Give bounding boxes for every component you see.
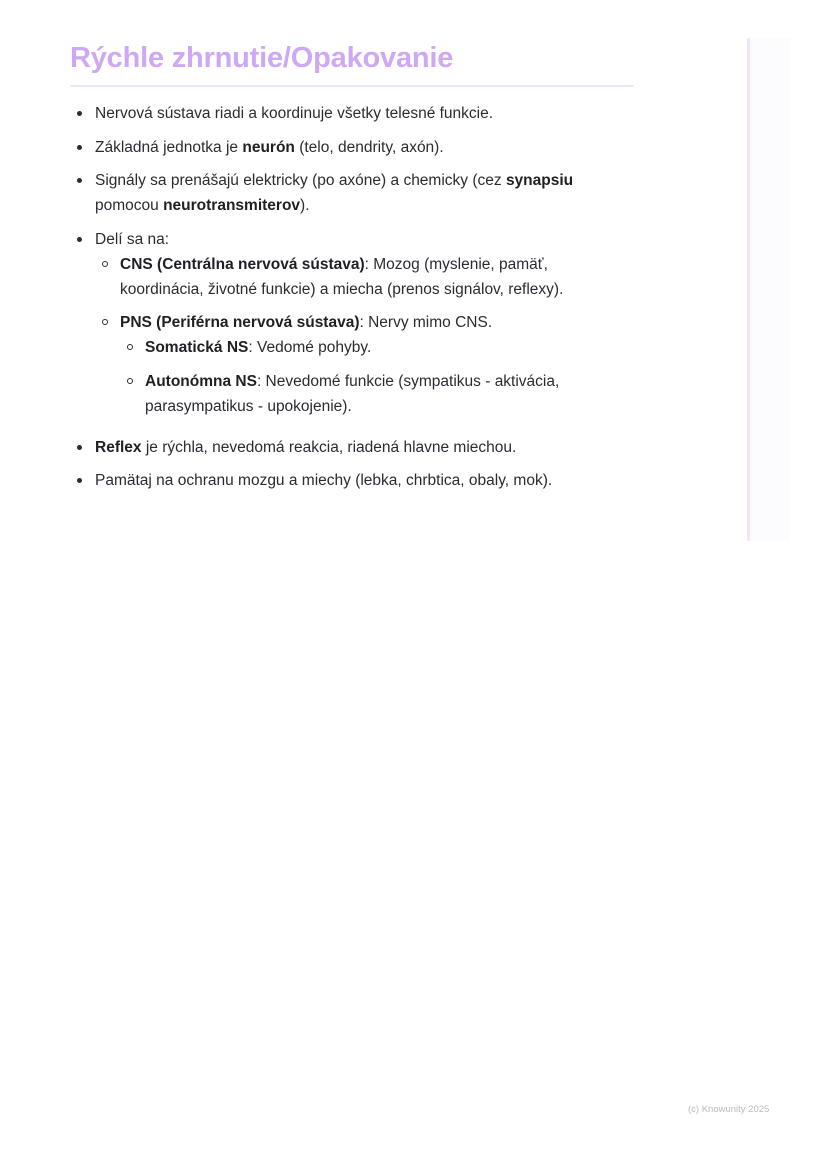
copyright-footer: (c) Knowunity 2025 (688, 1104, 770, 1115)
list-item: Reflex je rýchla, nevedomá reakcia, riadená hlavne miechou. (70, 435, 630, 460)
nested-list (95, 252, 630, 419)
title-divider (70, 85, 634, 87)
list-item: Základná jednotka je neurón (telo, dendrity, axón). (70, 135, 630, 160)
bold-term: PNS (Periférna nervová sústava) (120, 314, 360, 331)
summary-content (70, 101, 630, 502)
list-item: Pamätaj na ochranu mozgu a miechy (lebka, chrbtica, obaly, mok). (70, 468, 630, 493)
nested-list (120, 335, 630, 419)
nested-list-item: CNS (Centrálna nervová sústava): Mozog (myslenie, pamäť, koordinácia, životné funkcie) a miecha (prenos signálov, reflexy). (95, 252, 630, 302)
nested-list-item: Somatická NS: Vedomé pohyby. (120, 335, 630, 360)
bold-term: Somatická NS (145, 339, 249, 356)
side-panel (747, 38, 790, 541)
bold-term: Autonómna NS (145, 372, 257, 390)
bold-term: synapsiu (505, 172, 574, 189)
list-item: Signály sa prenášajú elektricky (po axóne) a chemicky (cez synapsiu pomocou neurotransmiterov). (70, 168, 630, 218)
page-title: Rýchle zhrnutie/Opakovanie (70, 42, 454, 74)
nested-list-item: PNS (Periférna nervová sústava): Nervy mimo CNS. Somatická NS: Vedomé pohyby. Autonómna NS: Nevedomé funkcie (sympatikus - aktivácia, parasympatikus - upokojenie). (95, 310, 630, 419)
list-item: Nervová sústava riadi a koordinuje všetky telesné funkcie. (70, 101, 630, 126)
bold-term: Reflex (95, 438, 142, 456)
bold-term: neurón (242, 138, 295, 156)
nested-list-item: Autonómna NS: Nevedomé funkcie (sympatikus - aktivácia, parasympatikus - upokojenie). (120, 369, 630, 419)
list-item: Delí sa na: CNS (Centrálna nervová sústava): Mozog (myslenie, pamäť, koordinácia, životné funkcie) a miecha (prenos signálov, reflexy). PNS (Periférna nervová sústava): Nervy mimo CNS. Somatická NS: Vedomé pohyby. Autonómna NS: Nevedomé funkcie (sympatikus - aktivácia, parasympatikus - upokojenie). (70, 227, 630, 419)
bold-term: CNS (Centrálna nervová sústava) (120, 255, 365, 273)
bold-term: neurotransmiterov (163, 197, 301, 214)
summary-list (70, 101, 630, 493)
